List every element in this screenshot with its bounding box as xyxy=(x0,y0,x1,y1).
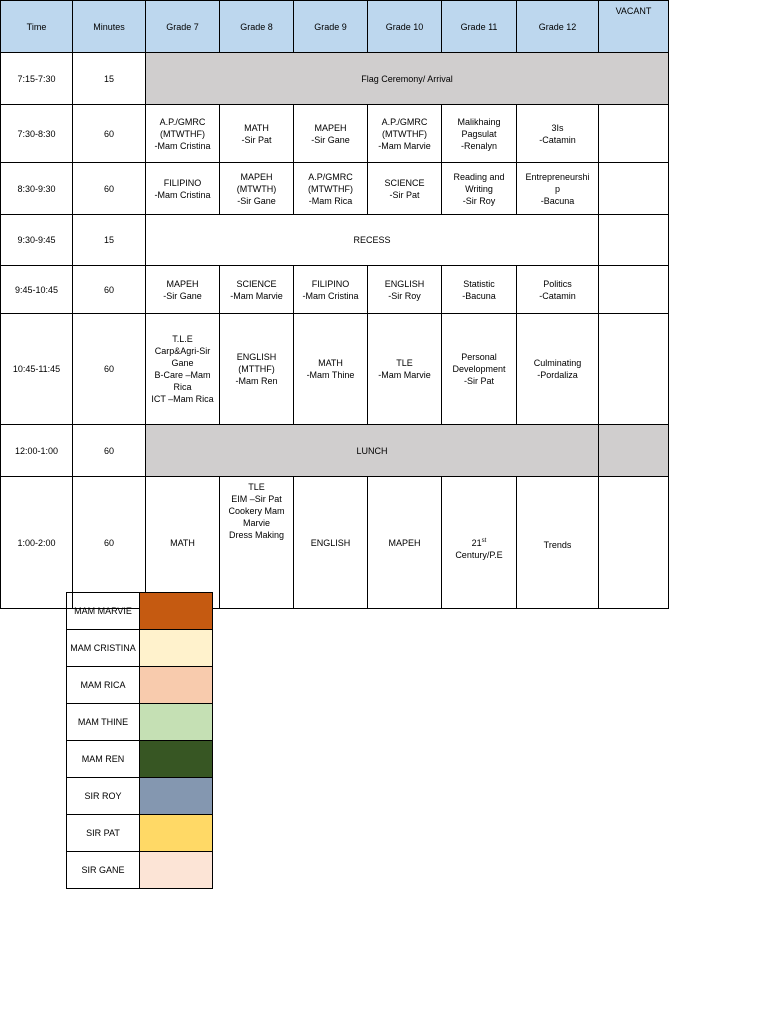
class-cell: MATH -Sir Pat xyxy=(220,105,294,163)
class-cell: SCIENCE -Mam Marvie xyxy=(220,266,294,314)
legend-swatch xyxy=(140,593,213,630)
table-row xyxy=(1,477,669,609)
class-cell: ENGLISH (MTTHF) -Mam Ren xyxy=(220,314,294,425)
class-text: Century/P.E xyxy=(455,549,503,560)
class-cell: MAPEH (MTWTH) -Sir Gane xyxy=(220,163,294,215)
ordinal-suffix: st xyxy=(481,537,487,544)
vacant-cell xyxy=(599,425,669,477)
class-cell: Entrepreneurshi p -Bacuna xyxy=(517,163,599,215)
legend-label: MAM MARVIE xyxy=(67,593,140,630)
header-grade-7: Grade 7 xyxy=(146,1,220,53)
class-cell: Statistic -Bacuna xyxy=(442,266,517,314)
vacant-cell xyxy=(599,105,669,163)
time-cell: 1:00-2:00 xyxy=(1,477,73,609)
legend-swatch xyxy=(140,630,213,667)
time-cell: 12:00-1:00 xyxy=(1,425,73,477)
class-cell: MAPEH xyxy=(368,477,442,609)
minutes-cell: 60 xyxy=(73,163,146,215)
legend-label: MAM REN xyxy=(67,741,140,778)
time-cell: 10:45-11:45 xyxy=(1,314,73,425)
legend-swatch xyxy=(140,815,213,852)
class-cell: Reading and Writing -Sir Roy xyxy=(442,163,517,215)
header-grade-10: Grade 10 xyxy=(368,1,442,53)
legend-swatch xyxy=(140,741,213,778)
time-cell: 9:45-10:45 xyxy=(1,266,73,314)
header-grade-8: Grade 8 xyxy=(220,1,294,53)
legend-row xyxy=(67,852,213,889)
class-cell: MAPEH -Sir Gane xyxy=(294,105,368,163)
minutes-cell: 60 xyxy=(73,477,146,609)
class-cell: FILIPINO -Mam Cristina xyxy=(146,163,220,215)
class-cell: TLE EIM –Sir Pat Cookery Mam Marvie Dress Making xyxy=(220,477,294,609)
class-cell: MATH xyxy=(146,477,220,609)
class-cell: FILIPINO -Mam Cristina xyxy=(294,266,368,314)
header-vacant: VACANT xyxy=(599,1,669,53)
table-row xyxy=(1,425,669,477)
class-cell: Politics -Catamin xyxy=(517,266,599,314)
class-cell: TLE -Mam Marvie xyxy=(368,314,442,425)
vacant-cell xyxy=(599,266,669,314)
legend-label: SIR PAT xyxy=(67,815,140,852)
vacant-cell xyxy=(599,163,669,215)
table-row xyxy=(1,163,669,215)
legend-label: MAM RICA xyxy=(67,667,140,704)
class-cell: ENGLISH -Sir Roy xyxy=(368,266,442,314)
time-cell: 7:15-7:30 xyxy=(1,53,73,105)
legend-row xyxy=(67,667,213,704)
class-cell: A.P./GMRC (MTWTHF) -Mam Cristina xyxy=(146,105,220,163)
class-cell: MATH -Mam Thine xyxy=(294,314,368,425)
table-row xyxy=(1,105,669,163)
legend-swatch xyxy=(140,667,213,704)
class-cell: A.P./GMRC (MTWTHF) -Mam Marvie xyxy=(368,105,442,163)
class-cell: SCIENCE -Sir Pat xyxy=(368,163,442,215)
header-grade-9: Grade 9 xyxy=(294,1,368,53)
class-cell: Trends xyxy=(517,477,599,609)
header-grade-12: Grade 12 xyxy=(517,1,599,53)
class-cell: MAPEH -Sir Gane xyxy=(146,266,220,314)
class-cell: 3Is -Catamin xyxy=(517,105,599,163)
minutes-cell: 15 xyxy=(73,53,146,105)
time-cell: 9:30-9:45 xyxy=(1,215,73,266)
legend-row xyxy=(67,593,213,630)
vacant-cell xyxy=(599,215,669,266)
legend-swatch xyxy=(140,704,213,741)
class-cell: A.P/GMRC (MTWTHF) -Mam Rica xyxy=(294,163,368,215)
class-cell xyxy=(442,477,517,609)
class-cell: Personal Development -Sir Pat xyxy=(442,314,517,425)
vacant-cell xyxy=(599,477,669,609)
legend-label: MAM THINE xyxy=(67,704,140,741)
header-minutes: Minutes xyxy=(73,1,146,53)
legend-row xyxy=(67,778,213,815)
class-cell: Malikhaing Pagsulat -Renalyn xyxy=(442,105,517,163)
recess-band: RECESS xyxy=(146,215,599,266)
legend-row xyxy=(67,741,213,778)
table-row xyxy=(1,266,669,314)
minutes-cell: 60 xyxy=(73,425,146,477)
minutes-cell: 15 xyxy=(73,215,146,266)
vacant-cell xyxy=(599,314,669,425)
minutes-cell: 60 xyxy=(73,105,146,163)
legend-row xyxy=(67,630,213,667)
header-time: Time xyxy=(1,1,73,53)
legend-swatch xyxy=(140,778,213,815)
legend-swatch xyxy=(140,852,213,889)
lunch-band: LUNCH xyxy=(146,425,599,477)
minutes-cell: 60 xyxy=(73,314,146,425)
time-cell: 7:30-8:30 xyxy=(1,105,73,163)
class-text: 21 xyxy=(471,537,482,548)
header-grade-11: Grade 11 xyxy=(442,1,517,53)
table-row xyxy=(1,314,669,425)
class-cell: Culminating -Pordaliza xyxy=(517,314,599,425)
legend-label: SIR ROY xyxy=(67,778,140,815)
teacher-color-legend xyxy=(66,592,213,889)
table-row xyxy=(1,215,669,266)
schedule-sheet xyxy=(0,0,668,560)
class-cell: ENGLISH xyxy=(294,477,368,609)
table-row xyxy=(1,53,669,105)
legend-label: MAM CRISTINA xyxy=(67,630,140,667)
flag-ceremony-band: Flag Ceremony/ Arrival xyxy=(146,53,669,105)
legend-label: SIR GANE xyxy=(67,852,140,889)
legend-row xyxy=(67,815,213,852)
minutes-cell: 60 xyxy=(73,266,146,314)
class-cell: T.L.E Carp&Agri-Sir Gane B-Care –Mam Rica ICT –Mam Rica xyxy=(146,314,220,425)
legend-row xyxy=(67,704,213,741)
header-row xyxy=(1,1,669,53)
time-cell: 8:30-9:30 xyxy=(1,163,73,215)
